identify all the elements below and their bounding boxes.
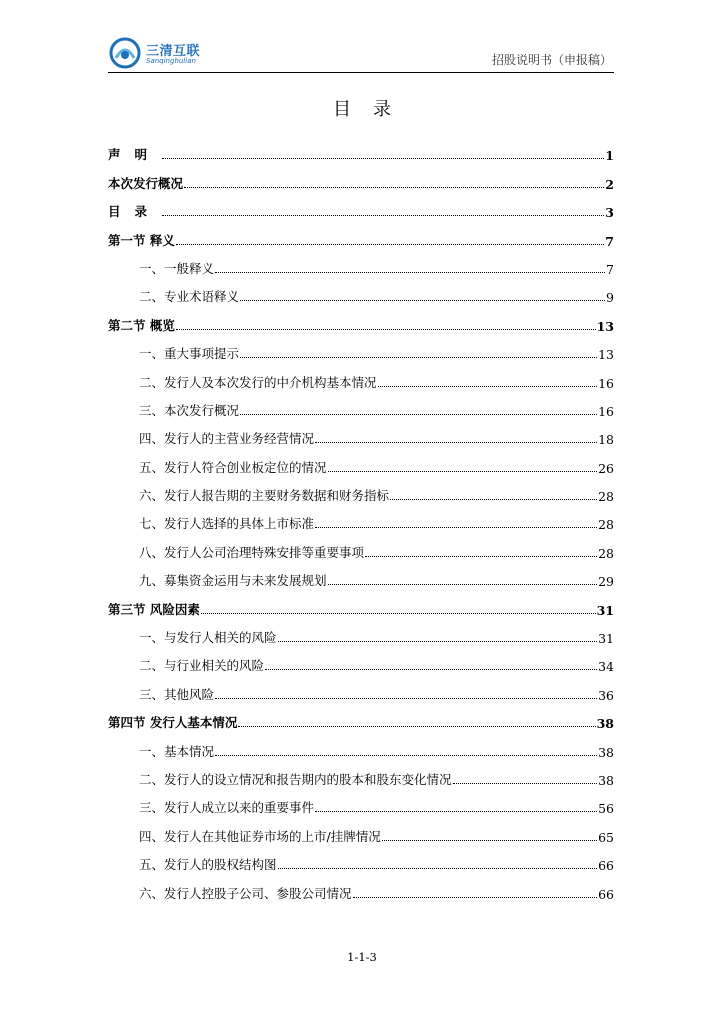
toc-section-entry[interactable]	[108, 367, 614, 395]
dot-leader	[328, 584, 598, 585]
dot-leader	[315, 811, 597, 812]
dot-leader	[176, 244, 604, 245]
toc-entry-page: 13	[596, 318, 614, 334]
dot-leader	[240, 414, 597, 415]
toc-chapter-entry[interactable]	[108, 197, 614, 225]
dot-leader	[176, 329, 596, 330]
toc-entry-page: 16	[598, 375, 614, 391]
toc-chapter-entry[interactable]	[108, 310, 614, 338]
toc-chapter-entry[interactable]	[108, 708, 614, 736]
toc-entry-label: 二、与行业相关的风险	[139, 658, 265, 674]
toc-section-entry[interactable]	[108, 651, 614, 679]
toc-entry-label: 六、发行人报告期的主要财务数据和财务指标	[139, 488, 390, 504]
toc-section-entry[interactable]	[108, 765, 614, 793]
toc-entry-label: 六、发行人控股子公司、参股公司情况	[139, 885, 352, 901]
dot-leader	[328, 471, 598, 472]
dot-leader	[240, 357, 597, 358]
toc-entry-page: 18	[598, 432, 614, 448]
dot-leader	[240, 300, 605, 301]
toc-entry-label: 三、本次发行概况	[139, 402, 240, 418]
toc-entry-label: 第四节 发行人基本情况	[108, 715, 238, 731]
toc-entry-label: 目录	[108, 204, 162, 220]
toc-section-entry[interactable]	[108, 850, 614, 878]
toc-chapter-entry[interactable]	[108, 225, 614, 253]
toc-entry-page: 26	[598, 460, 614, 476]
dot-leader	[162, 158, 604, 159]
page-title: 目录	[333, 99, 413, 120]
dot-leader	[238, 726, 595, 727]
toc-entry-label: 二、发行人的设立情况和报告期内的股本和股东变化情况	[139, 771, 452, 787]
toc-entry-label: 一、与发行人相关的风险	[139, 630, 277, 646]
toc-entry-label: 一、一般释义	[139, 260, 215, 276]
toc-entry-page: 2	[605, 176, 614, 192]
toc-entry-label: 二、发行人及本次发行的中介机构基本情况	[139, 374, 377, 390]
toc-entry-page: 7	[605, 233, 614, 249]
toc-entry-label: 四、发行人的主营业务经营情况	[139, 431, 315, 447]
toc-entry-page: 65	[598, 829, 614, 845]
toc-entry-label: 第三节 风险因素	[108, 601, 200, 617]
dot-leader	[215, 272, 605, 273]
toc-entry-page: 38	[598, 772, 614, 788]
toc-entry-label: 三、其他风险	[139, 686, 215, 702]
toc-entry-page: 36	[598, 687, 614, 703]
logo-name-en: Sanqinghulian	[146, 57, 196, 65]
page-number: 1-1-3	[347, 950, 377, 964]
toc-section-entry[interactable]	[108, 793, 614, 821]
dot-leader	[365, 556, 597, 557]
toc-section-entry[interactable]	[108, 566, 614, 594]
toc-entry-page: 9	[606, 290, 614, 306]
toc-entry-label: 本次发行概况	[108, 175, 184, 191]
toc-section-entry[interactable]	[108, 396, 614, 424]
dot-leader	[184, 187, 604, 188]
toc-entry-page: 34	[598, 659, 614, 675]
toc-entry-label: 三、发行人成立以来的重要事件	[139, 800, 315, 816]
dot-leader	[265, 669, 597, 670]
toc-entry-label: 二、专业术语释义	[139, 289, 240, 305]
toc-entry-label: 第一节 释义	[108, 232, 175, 248]
toc-entry-page: 1	[605, 148, 614, 164]
toc-entry-label: 一、基本情况	[139, 743, 215, 759]
toc-entry-page: 66	[598, 858, 614, 874]
toc-section-entry[interactable]	[108, 509, 614, 537]
table-of-contents	[108, 140, 614, 907]
dot-leader	[278, 868, 598, 869]
logo-emblem-icon	[108, 36, 142, 70]
toc-entry-label: 四、发行人在其他证券市场的上市/挂牌情况	[139, 828, 381, 844]
toc-entry-page: 28	[598, 489, 614, 505]
toc-chapter-entry[interactable]	[108, 594, 614, 622]
dot-leader	[378, 386, 598, 387]
toc-section-entry[interactable]	[108, 254, 614, 282]
toc-entry-label: 八、发行人公司治理特殊安排等重要事项	[139, 544, 365, 560]
dot-leader	[215, 755, 597, 756]
dot-leader	[382, 840, 597, 841]
dot-leader	[315, 442, 597, 443]
toc-section-entry[interactable]	[108, 537, 614, 565]
toc-chapter-entry[interactable]	[108, 168, 614, 196]
toc-entry-page: 66	[598, 886, 614, 902]
toc-entry-page: 31	[596, 602, 614, 618]
page-header	[108, 36, 614, 73]
toc-entry-label: 九、募集资金运用与未来发展规划	[139, 573, 327, 589]
dot-leader	[390, 499, 597, 500]
toc-entry-label: 声明	[108, 147, 162, 163]
toc-section-entry[interactable]	[108, 481, 614, 509]
dot-leader	[215, 698, 597, 699]
toc-section-entry[interactable]	[108, 452, 614, 480]
toc-entry-label: 五、发行人符合创业板定位的情况	[139, 459, 327, 475]
toc-entry-page: 38	[598, 744, 614, 760]
toc-entry-page: 3	[605, 205, 614, 221]
dot-leader	[162, 215, 604, 216]
toc-section-entry[interactable]	[108, 679, 614, 707]
company-logo	[108, 36, 218, 70]
toc-section-entry[interactable]	[108, 339, 614, 367]
dot-leader	[201, 613, 596, 614]
dot-leader	[453, 783, 598, 784]
toc-section-entry[interactable]	[108, 282, 614, 310]
toc-section-entry[interactable]	[108, 424, 614, 452]
toc-entry-label: 五、发行人的股权结构图	[139, 857, 277, 873]
toc-entry-page: 13	[598, 347, 614, 363]
toc-section-entry[interactable]	[108, 821, 614, 849]
toc-entry-page: 31	[598, 631, 614, 647]
toc-entry-page: 29	[598, 574, 614, 590]
document-type-label: 招股说明书（申报稿）	[491, 53, 612, 67]
toc-section-entry[interactable]	[108, 623, 614, 651]
toc-chapter-entry[interactable]	[108, 140, 614, 168]
dot-leader	[278, 641, 598, 642]
toc-entry-page: 28	[598, 545, 614, 561]
dot-leader	[315, 527, 597, 528]
toc-section-entry[interactable]	[108, 736, 614, 764]
toc-entry-page: 38	[596, 716, 614, 732]
toc-entry-label: 第二节 概览	[108, 317, 175, 333]
toc-entry-page: 56	[598, 801, 614, 817]
toc-entry-page: 16	[598, 403, 614, 419]
logo-name-cn: 三清互联	[146, 44, 201, 59]
toc-section-entry[interactable]	[108, 878, 614, 906]
toc-entry-page: 28	[598, 517, 614, 533]
toc-entry-page: 7	[606, 261, 614, 277]
toc-entry-label: 七、发行人选择的具体上市标准	[139, 516, 315, 532]
dot-leader	[353, 897, 598, 898]
toc-entry-label: 一、重大事项提示	[139, 346, 240, 362]
